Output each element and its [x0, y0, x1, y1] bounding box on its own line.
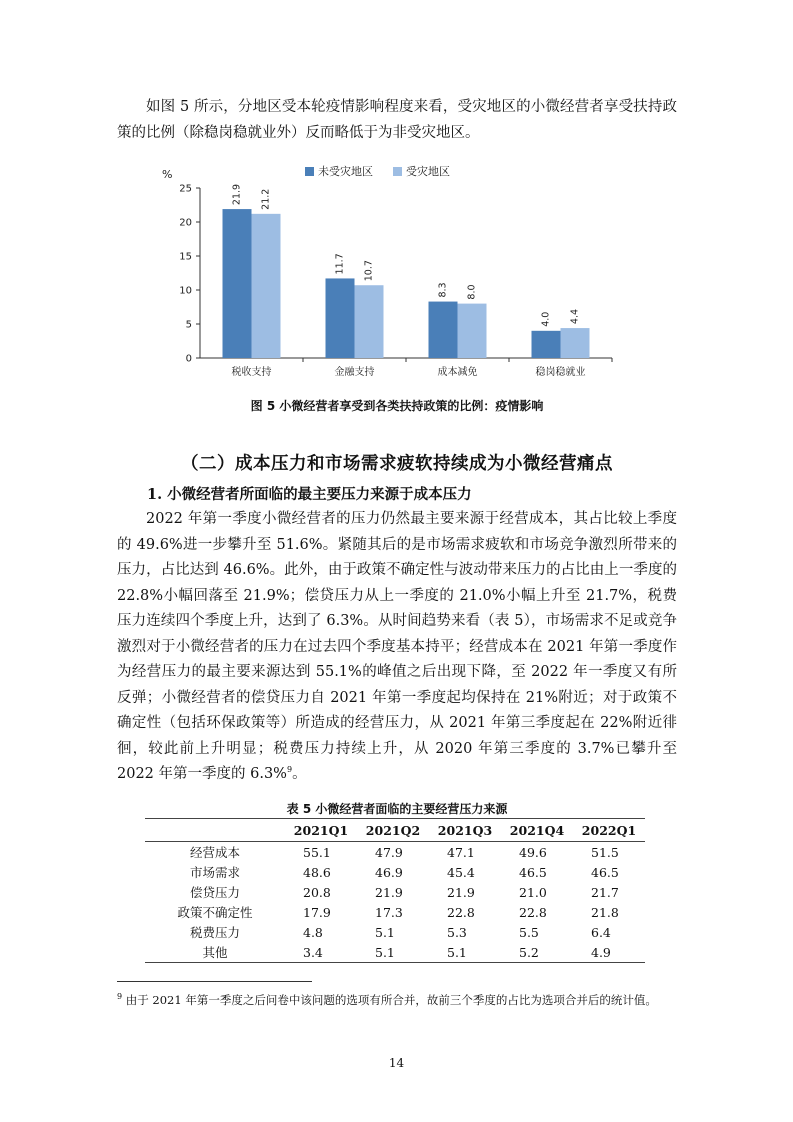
page-number: 14	[388, 1056, 405, 1070]
table-header-cell: 2021Q1	[285, 819, 357, 842]
bar	[223, 209, 252, 358]
pressure-table	[145, 818, 645, 963]
table-cell: 55.1	[303, 844, 331, 860]
table-cell: 5.1	[375, 924, 395, 940]
legend-swatch	[305, 167, 314, 176]
subsection-title: 1. 小微经营者所面临的最主要压力来源于成本压力	[147, 486, 472, 503]
y-tick-label: 20	[179, 217, 192, 229]
section-title: （二）成本压力和市场需求疲软持续成为小微经营痛点	[181, 454, 613, 474]
table-header-cell: 2021Q4	[501, 819, 573, 842]
table-cell: 17.9	[303, 904, 331, 920]
table-header-cell	[145, 819, 285, 842]
row-label: 市场需求	[189, 865, 240, 880]
table-cell: 4.8	[303, 924, 323, 940]
table-header-cell: 2021Q3	[429, 819, 501, 842]
table-cell: 5.3	[447, 924, 467, 940]
table-caption: 表 5 小微经营者面临的主要经营压力来源	[286, 802, 508, 816]
bar-value-label: 8.0	[466, 284, 478, 300]
table-cell: 22.8	[519, 904, 547, 920]
table-cell: 21.9	[375, 884, 403, 900]
table-cell: 46.9	[375, 864, 403, 880]
x-category-label: 税收支持	[231, 367, 272, 378]
legend-swatch	[393, 167, 402, 176]
y-tick-label: 10	[179, 285, 192, 297]
legend-label: 未受灾地区	[318, 165, 373, 178]
x-category-label: 成本减免	[437, 367, 478, 378]
table-cell: 20.8	[303, 884, 331, 900]
bar-value-label: 21.9	[231, 183, 243, 206]
table-cell: 5.1	[429, 942, 501, 963]
y-tick-label: 0	[185, 353, 192, 365]
table-cell: 46.5	[519, 864, 547, 880]
bar-value-label: 8.3	[437, 282, 449, 298]
table-cell: 4.9	[573, 942, 645, 963]
table-cell: 48.6	[303, 864, 331, 880]
row-label: 税费压力	[189, 925, 240, 940]
row-label: 偿贷压力	[189, 885, 240, 900]
x-category-label: 稳岗稳就业	[535, 367, 586, 378]
bar-chart	[150, 158, 620, 390]
table-cell: 47.1	[447, 844, 475, 860]
y-tick-label: 15	[179, 251, 192, 263]
table-cell: 21.7	[591, 884, 619, 900]
footnote-mark: 9	[117, 992, 123, 1002]
bar	[458, 304, 487, 358]
table-cell: 5.5	[519, 924, 539, 940]
bar	[355, 285, 384, 358]
table-cell: 49.6	[519, 844, 547, 860]
body-text: 2022 年第一季度小微经营者的压力仍然最主要来源于经营成本，其占比较上季度的 49.6%进一步攀升至 51.6%。紧随其后的是市场需求疲软和市场竞争激烈所带来的压力，占比达到 46.6%。此外，由于政策不确定性与波动带来压力的占比由上一季度的 22.8%小幅回落至 21.9%；偿贷压力从上一季度的 21.0%小幅上升至 21.7%，税费压力连续四个季度上升，达到了 6.3%。从时间趋势来看（表 5），市场需求不足或竞争激烈对于小微经营者的压力在过去四个季度基本持平；经营成本在 2021 年第一季度作为经营压力的最主要来源达到 55.1%的峰值之后出现下降，至 2022 年一季度又有所反弹；小微经营者的偿贷压力自 2021 年第一季度起均保持在 21%附近；对于政策不确定性（包括环保政策等）所造成的经营压力，从 2021 年第三季度起在 22%附近徘徊，较此前上升明显；税费压力持续上升，从 2020 年第三季度的 3.7%已攀升至 2022 年第一季度的 6.3%	[117, 511, 677, 782]
table-cell: 5.1	[357, 942, 429, 963]
table-cell: 3.4	[285, 942, 357, 963]
chart-legend	[305, 164, 450, 178]
figure-caption: 图 5 小微经营者享受到各类扶持政策的比例：疫情影响	[250, 399, 544, 413]
bar	[252, 214, 281, 358]
table-row	[145, 922, 645, 942]
bar	[532, 331, 561, 358]
table-cell: 21.0	[519, 884, 547, 900]
table-cell: 45.4	[447, 864, 475, 880]
table-cell: 46.5	[591, 864, 619, 880]
table-cell: 21.8	[591, 904, 619, 920]
table-header-cell: 2021Q2	[357, 819, 429, 842]
bar	[561, 328, 590, 358]
bar	[326, 278, 355, 358]
chart-bars	[223, 184, 590, 358]
row-label: 经营成本	[189, 845, 240, 860]
table-row	[145, 882, 645, 902]
table-cell: 5.2	[501, 942, 573, 963]
y-tick-label: 25	[179, 183, 192, 195]
bar-value-label: 4.0	[540, 311, 552, 327]
bar	[429, 302, 458, 358]
table-cell: 47.9	[375, 844, 403, 860]
bar-value-label: 10.7	[363, 260, 375, 282]
table-row	[145, 942, 645, 963]
bar-value-label: 21.2	[260, 188, 272, 210]
footnote-text: 由于 2021 年第一季度之后问卷中该问题的选项有所合并，故前三个季度的占比为选项合并后的统计值。	[125, 993, 657, 1007]
body-paragraph	[117, 507, 677, 788]
bar-value-label: 4.4	[569, 308, 581, 325]
table-header-cell: 2022Q1	[573, 819, 645, 842]
table-cell: 17.3	[375, 904, 403, 920]
y-axis-unit: %	[162, 168, 173, 181]
table-row	[145, 902, 645, 922]
y-tick-label: 5	[185, 319, 192, 331]
table-cell: 21.9	[447, 884, 475, 900]
table-header-row	[145, 819, 645, 842]
x-category-label: 金融支持	[334, 367, 375, 378]
row-label: 其他	[145, 942, 285, 963]
table-row	[145, 842, 645, 863]
row-label: 政策不确定性	[177, 905, 253, 920]
table-row	[145, 862, 645, 882]
intro-paragraph: 如图 5 所示，分地区受本轮疫情影响程度来看，受灾地区的小微经营者享受扶持政策的比例（除稳岗稳就业外）反而略低于为非受灾地区。	[117, 99, 677, 141]
table-cell: 22.8	[447, 904, 475, 920]
table-cell: 51.5	[591, 844, 619, 860]
bar-value-label: 11.7	[334, 253, 346, 275]
body-end: 。	[292, 766, 307, 782]
footnote-divider	[117, 981, 312, 982]
legend-label: 受灾地区	[406, 165, 450, 178]
footnote-reference[interactable]: 9	[286, 765, 293, 775]
footnote	[117, 990, 677, 1010]
table-cell: 6.4	[591, 924, 611, 940]
